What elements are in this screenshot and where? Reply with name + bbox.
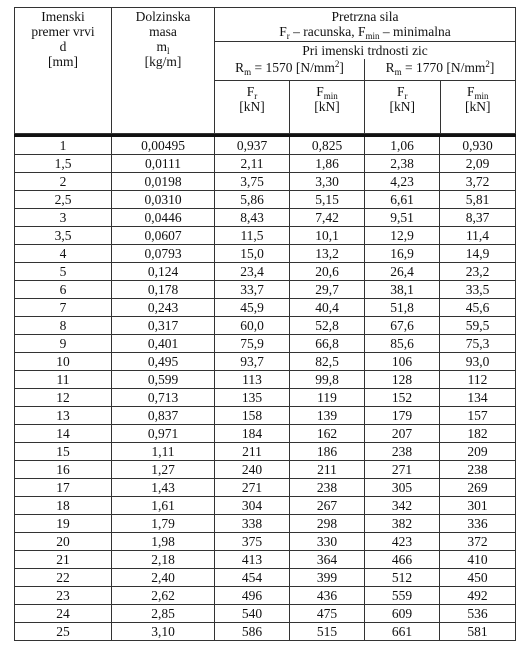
header-fr-1570: $F_r$ [kN]	[215, 81, 290, 133]
fmin-subscript: min	[365, 31, 380, 41]
table-cell: 342	[365, 497, 440, 515]
table-cell: 3	[15, 209, 112, 227]
table-cell: 119	[290, 389, 365, 407]
table-cell: 364	[290, 551, 365, 569]
table-cell: 9	[15, 335, 112, 353]
table-cell: 0,0793	[112, 245, 215, 263]
header-group-title: Pretrzna sila	[331, 9, 399, 24]
table-cell: 186	[290, 443, 365, 461]
table-row	[15, 443, 516, 461]
table-cell: 112	[440, 371, 516, 389]
table-cell: 2,18	[112, 551, 215, 569]
table-cell: 20,6	[290, 263, 365, 281]
table-cell: 271	[215, 479, 290, 497]
table-cell: 2,11	[215, 155, 290, 173]
table-cell: 0,971	[112, 425, 215, 443]
table-cell: 33,7	[215, 281, 290, 299]
header-col1-line2: premer vrvi	[31, 24, 95, 39]
table-cell: 410	[440, 551, 516, 569]
header-fmin-1570: $F_{min}$ [kN]	[314, 84, 340, 114]
table-cell: 238	[440, 461, 516, 479]
table-cell: 10,1	[290, 227, 365, 245]
table-cell: 23,2	[440, 263, 516, 281]
table-cell: 0,713	[112, 389, 215, 407]
table-cell: 540	[215, 605, 290, 623]
table-cell: 16,9	[365, 245, 440, 263]
table-cell: 2,5	[15, 191, 112, 209]
table-cell: 9,51	[365, 209, 440, 227]
table-cell: 240	[215, 461, 290, 479]
table-cell: 496	[215, 587, 290, 605]
table-cell: 67,6	[365, 317, 440, 335]
table-cell: 24	[15, 605, 112, 623]
table-cell: 301	[440, 497, 516, 515]
table-row	[15, 173, 516, 191]
rope-breaking-force-table	[14, 7, 516, 641]
table-cell: 52,8	[290, 317, 365, 335]
table-cell: 3,10	[112, 623, 215, 641]
table-cell: 60,0	[215, 317, 290, 335]
table-cell: 8,37	[440, 209, 516, 227]
table-row	[15, 605, 516, 623]
table-cell: 466	[365, 551, 440, 569]
table-cell: 338	[215, 515, 290, 533]
table-cell: 1,06	[365, 136, 440, 155]
table-cell: 1,98	[112, 533, 215, 551]
table-cell: 0,243	[112, 299, 215, 317]
table-cell: 0,178	[112, 281, 215, 299]
table-cell: 423	[365, 533, 440, 551]
header-rm-1570	[215, 59, 365, 134]
table-cell: 399	[290, 569, 365, 587]
table-cell: 11,5	[215, 227, 290, 245]
header-col2-line2: masa	[149, 24, 177, 39]
header-breaking-force	[215, 8, 516, 42]
table-cell: 5,81	[440, 191, 516, 209]
table-cell: 298	[290, 515, 365, 533]
table-cell: 4,23	[365, 173, 440, 191]
table-header	[15, 8, 516, 136]
header-col2-line3	[112, 39, 214, 54]
table-cell: 93,7	[215, 353, 290, 371]
table-cell: 454	[215, 569, 290, 587]
table-cell: 134	[440, 389, 516, 407]
table-cell: 5,86	[215, 191, 290, 209]
table-cell: 375	[215, 533, 290, 551]
table-cell: 0,930	[440, 136, 516, 155]
table-row	[15, 155, 516, 173]
table-cell: 0,837	[112, 407, 215, 425]
mass-symbol: m	[156, 39, 167, 54]
mass-symbol-subscript: l	[167, 46, 170, 56]
table-row	[15, 389, 516, 407]
table-row	[15, 407, 516, 425]
table-cell: 179	[365, 407, 440, 425]
table-cell: 0,825	[290, 136, 365, 155]
table-cell: 559	[365, 587, 440, 605]
table-cell: 11,4	[440, 227, 516, 245]
table-row	[15, 263, 516, 281]
table-cell: 1,27	[112, 461, 215, 479]
table-cell: 2,62	[112, 587, 215, 605]
table-row	[15, 515, 516, 533]
table-cell: 661	[365, 623, 440, 641]
table-cell: 162	[290, 425, 365, 443]
table-cell: 10	[15, 353, 112, 371]
table-cell: 38,1	[365, 281, 440, 299]
table-row	[15, 497, 516, 515]
table-cell: 13	[15, 407, 112, 425]
table-cell: 23,4	[215, 263, 290, 281]
table-cell: 207	[365, 425, 440, 443]
table-cell: 139	[290, 407, 365, 425]
table-cell: 14,9	[440, 245, 516, 263]
rm-1770-label: $R_m = 1770$ $[N/mm^2]$	[385, 59, 495, 77]
table-cell: 515	[290, 623, 365, 641]
table-cell: 12	[15, 389, 112, 407]
table-cell: 45,9	[215, 299, 290, 317]
rm-1570-label: $R_m = 1570$ $[N/mm^2]$	[235, 59, 344, 77]
table-cell: 128	[365, 371, 440, 389]
table-cell: 609	[365, 605, 440, 623]
table-row	[15, 227, 516, 245]
table-cell: 0,0310	[112, 191, 215, 209]
table-cell: 8,43	[215, 209, 290, 227]
table-cell: 0,317	[112, 317, 215, 335]
table-row	[15, 136, 516, 155]
table-row	[15, 317, 516, 335]
table-cell: 26,4	[365, 263, 440, 281]
header-fmin-1770: $F_{min}$ [kN]	[465, 84, 491, 114]
table-cell: 413	[215, 551, 290, 569]
table-cell: 211	[290, 461, 365, 479]
table-cell: 59,5	[440, 317, 516, 335]
table-cell: 211	[215, 443, 290, 461]
table-cell: 0,599	[112, 371, 215, 389]
table-cell: 581	[440, 623, 516, 641]
table-cell: 18	[15, 497, 112, 515]
table-cell: 3,72	[440, 173, 516, 191]
table-cell: 12,9	[365, 227, 440, 245]
table-cell: 19	[15, 515, 112, 533]
table-cell: 238	[290, 479, 365, 497]
header-rm-1770	[365, 59, 516, 134]
table-cell: 336	[440, 515, 516, 533]
header-col2-line1: Dolzinska	[135, 9, 191, 24]
table-cell: 25	[15, 623, 112, 641]
table-cell: 1,86	[290, 155, 365, 173]
table-cell: 2	[15, 173, 112, 191]
table-cell: 382	[365, 515, 440, 533]
fmin-description: – minimalna	[379, 24, 451, 39]
table-cell: 2,09	[440, 155, 516, 173]
table-row	[15, 245, 516, 263]
table-cell: 158	[215, 407, 290, 425]
header-col1-line1: Imenski	[41, 9, 85, 24]
table-cell: 15,0	[215, 245, 290, 263]
table-cell: 113	[215, 371, 290, 389]
table-cell: 1,61	[112, 497, 215, 515]
table-cell: 0,0111	[112, 155, 215, 173]
table-row	[15, 281, 516, 299]
table-cell: 93,0	[440, 353, 516, 371]
table-row	[15, 587, 516, 605]
table-cell: 135	[215, 389, 290, 407]
table-cell: 536	[440, 605, 516, 623]
table-row	[15, 371, 516, 389]
table-cell: 0,401	[112, 335, 215, 353]
table-row	[15, 335, 516, 353]
table-cell: 436	[290, 587, 365, 605]
table-cell: 23	[15, 587, 112, 605]
table-cell: 45,6	[440, 299, 516, 317]
table-cell: 1,43	[112, 479, 215, 497]
table-cell: 75,9	[215, 335, 290, 353]
table-cell: 4	[15, 245, 112, 263]
table-cell: 29,7	[290, 281, 365, 299]
table-cell: 14	[15, 425, 112, 443]
table-cell: 2,85	[112, 605, 215, 623]
table-cell: 3,30	[290, 173, 365, 191]
table-cell: 271	[365, 461, 440, 479]
table-cell: 7	[15, 299, 112, 317]
table-row	[15, 353, 516, 371]
table-row	[15, 425, 516, 443]
header-strength-group	[215, 42, 516, 60]
table-cell: 330	[290, 533, 365, 551]
header-group-subtitle	[215, 24, 515, 39]
table-row	[15, 479, 516, 497]
table-cell: 8	[15, 317, 112, 335]
header-col2-line4: [kg/m]	[144, 54, 182, 69]
table-body	[15, 136, 516, 641]
table-cell: 2,40	[112, 569, 215, 587]
table-cell: 13,2	[290, 245, 365, 263]
table-cell: 51,8	[365, 299, 440, 317]
fr-symbol: F	[279, 24, 287, 39]
table-cell: 304	[215, 497, 290, 515]
table-cell: 238	[365, 443, 440, 461]
table-cell: 305	[365, 479, 440, 497]
table-cell: 2,38	[365, 155, 440, 173]
header-linear-mass	[112, 8, 215, 134]
table-cell: 157	[440, 407, 516, 425]
table-cell: 269	[440, 479, 516, 497]
header-fr-1770: $F_r$ [kN]	[365, 81, 441, 133]
table-cell: 512	[365, 569, 440, 587]
table-row	[15, 569, 516, 587]
table-cell: 3,5	[15, 227, 112, 245]
table-cell: 1,11	[112, 443, 215, 461]
table-cell: 82,5	[290, 353, 365, 371]
rope-breaking-force-table-container	[14, 7, 515, 641]
table-cell: 5	[15, 263, 112, 281]
table-cell: 6	[15, 281, 112, 299]
table-cell: 182	[440, 425, 516, 443]
table-row	[15, 461, 516, 479]
header-col1-line4: [mm]	[48, 54, 78, 69]
header-strength-title: Pri imenski trdnosti zic	[302, 43, 428, 58]
table-cell: 184	[215, 425, 290, 443]
table-cell: 7,42	[290, 209, 365, 227]
table-cell: 0,00495	[112, 136, 215, 155]
fr-description: – racunska, F	[289, 24, 366, 39]
table-row	[15, 533, 516, 551]
table-cell: 17	[15, 479, 112, 497]
table-cell: 75,3	[440, 335, 516, 353]
table-cell: 20	[15, 533, 112, 551]
table-cell: 0,495	[112, 353, 215, 371]
table-cell: 492	[440, 587, 516, 605]
table-row	[15, 209, 516, 227]
table-cell: 1,5	[15, 155, 112, 173]
table-cell: 0,0198	[112, 173, 215, 191]
table-cell: 0,0446	[112, 209, 215, 227]
table-cell: 5,15	[290, 191, 365, 209]
table-cell: 85,6	[365, 335, 440, 353]
table-cell: 0,0607	[112, 227, 215, 245]
table-cell: 209	[440, 443, 516, 461]
table-row	[15, 299, 516, 317]
table-cell: 372	[440, 533, 516, 551]
table-cell: 15	[15, 443, 112, 461]
table-cell: 450	[440, 569, 516, 587]
table-cell: 475	[290, 605, 365, 623]
table-cell: 106	[365, 353, 440, 371]
table-row	[15, 551, 516, 569]
table-cell: 1,79	[112, 515, 215, 533]
table-cell: 40,4	[290, 299, 365, 317]
table-cell: 66,8	[290, 335, 365, 353]
table-cell: 0,937	[215, 136, 290, 155]
table-cell: 21	[15, 551, 112, 569]
table-cell: 152	[365, 389, 440, 407]
table-cell: 16	[15, 461, 112, 479]
header-nominal-diameter	[15, 8, 112, 134]
table-cell: 6,61	[365, 191, 440, 209]
fr-subscript: r	[286, 31, 290, 41]
table-cell: 3,75	[215, 173, 290, 191]
table-cell: 99,8	[290, 371, 365, 389]
table-cell: 0,124	[112, 263, 215, 281]
table-cell: 586	[215, 623, 290, 641]
table-cell: 33,5	[440, 281, 516, 299]
table-cell: 1	[15, 136, 112, 155]
table-cell: 267	[290, 497, 365, 515]
table-row	[15, 191, 516, 209]
table-cell: 22	[15, 569, 112, 587]
table-row	[15, 623, 516, 641]
header-col1-line3: d	[59, 39, 67, 54]
table-cell: 11	[15, 371, 112, 389]
